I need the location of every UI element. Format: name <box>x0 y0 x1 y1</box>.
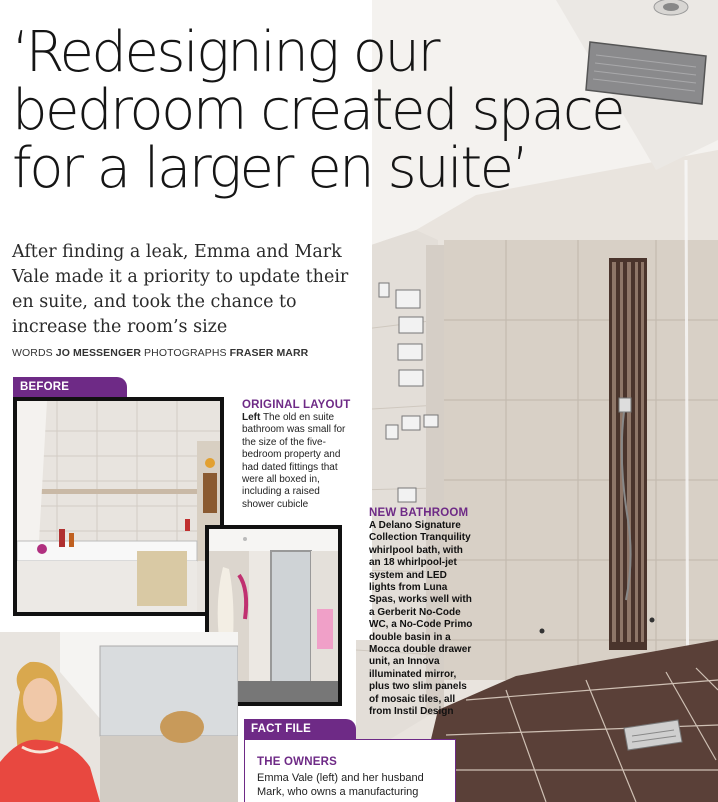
photographer-name: FRASER MARR <box>229 347 309 359</box>
credits-line <box>12 347 357 359</box>
original-layout-caption <box>242 412 350 511</box>
caption-lead: Left <box>242 412 261 423</box>
standfirst: After finding a leak, Emma and Mark Vale made it a priority to update their en suite, and took the chance to increase the room’s size <box>12 242 349 337</box>
owner-photo <box>0 632 238 802</box>
words-label: WORDS <box>12 347 53 359</box>
owners-text: Emma Vale (left) and her husband Mark, who owns a manufacturing <box>257 772 424 798</box>
new-bathroom-heading: NEW BATHROOM <box>369 507 469 519</box>
original-layout-text: The old en suite bathroom was small for the size of the five-bedroom property and had dated fittings that were all boxed in, including a raised shower cubicle <box>242 412 346 510</box>
writer-name: JO MESSENGER <box>55 347 142 359</box>
before-photo-bath <box>13 397 224 616</box>
photographs-label: PHOTOGRAPHS <box>144 347 227 359</box>
owners-heading: THE OWNERS <box>257 756 337 768</box>
new-bathroom-caption: A Delano Signature Collection Tranquility whirlpool bath, with an 18 whirlpool-jet system and LED lights from Luna Spas, works well with a Gerberit No-Code WC, a No-Code Primo double basin in a Mocca double drawer unit, an Innova illuminated mirror, plus two slim panels of mosaic tiles, all from Instil Design <box>369 520 473 718</box>
original-layout-heading: ORIGINAL LAYOUT <box>242 399 351 411</box>
fact-file-tab: FACT FILE <box>244 719 356 739</box>
fact-file-box <box>244 739 456 802</box>
before-tab: BEFORE <box>13 377 127 397</box>
headline: ‘Redesigning our bedroom created space for a larger en suite’ <box>12 20 624 201</box>
